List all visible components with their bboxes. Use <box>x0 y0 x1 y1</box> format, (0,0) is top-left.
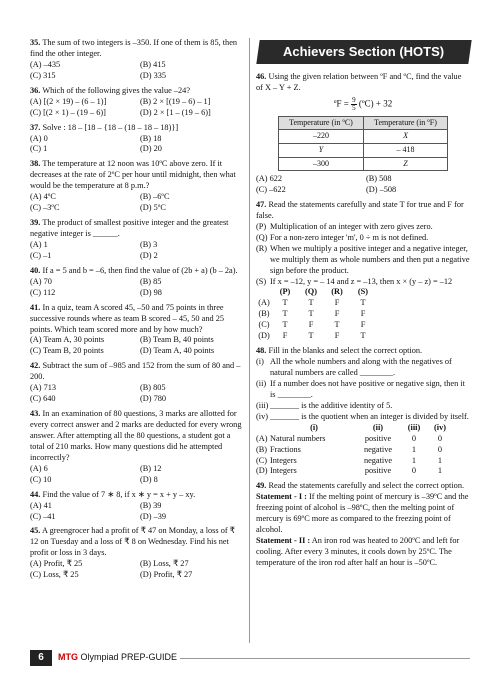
question-number: 45. <box>30 526 41 536</box>
formula-left: ºF = <box>333 98 349 109</box>
option[interactable]: (C) Loss, ₹ 25 <box>30 570 79 580</box>
question-text: Read the statements carefully and select the correct option. <box>268 481 465 491</box>
grid-cell: positive <box>364 433 392 443</box>
grid-cell: F <box>334 298 340 308</box>
grid-header: (R) <box>331 287 343 297</box>
grid-cell: Fractions <box>270 444 301 454</box>
question-number: 36. <box>30 85 41 95</box>
fraction-numerator: 9 <box>352 95 356 104</box>
options <box>30 97 244 119</box>
options <box>30 240 244 262</box>
option[interactable]: (C) [(2 × 1) – (19 – 6)] <box>30 107 106 117</box>
option[interactable]: (A) 622 <box>256 174 283 184</box>
statement-text: For a non-zero integer 'm', 0 ÷ m is not defined. <box>270 232 429 242</box>
grid-cell: T <box>308 331 314 341</box>
statement <box>256 412 470 423</box>
grid-cell: F <box>334 309 340 319</box>
answer-grid <box>256 423 470 478</box>
grid-cell: positive <box>364 466 392 476</box>
statement-label: (P) <box>256 221 267 231</box>
section-header <box>256 40 471 64</box>
option[interactable]: (D) –508 <box>366 185 397 194</box>
question-49 <box>256 481 470 569</box>
table-cell: –300 <box>279 157 364 171</box>
options <box>30 277 244 299</box>
table-header: Temperature (in ºC) <box>279 116 364 130</box>
grid-cell: 1 <box>437 466 443 476</box>
table-header: Temperature (in ºF) <box>364 116 448 130</box>
option[interactable]: (B) 39 <box>140 500 162 510</box>
footer-rule <box>180 658 470 659</box>
statement-text: _______ is the additive identity of 5. <box>270 400 393 410</box>
grid-header: (i) <box>310 422 318 432</box>
option[interactable]: (D) 5ºC <box>140 203 166 213</box>
question-text: Find the value of 7 ∗ 8, if x ∗ y = x + y – xy. <box>42 489 196 499</box>
grid-cell: 0 <box>437 444 443 454</box>
options <box>30 559 244 581</box>
left-column <box>30 38 244 585</box>
option[interactable]: (C) 640 <box>30 394 56 404</box>
question-text: Solve : 18 – [18 – {18 – (18 – 18 – 18)}] <box>42 122 179 132</box>
grid-header <box>256 423 270 434</box>
question-text: A greengrocer had a profit of ₹ 47 on Monday, a loss of ₹ 12 on Tuesday and a loss of ₹ 8 on Wednesday. Find his net profit or loss in 3 days. <box>30 526 235 558</box>
grid-cell: 0 <box>411 433 417 443</box>
option[interactable]: (C) 315 <box>30 70 56 80</box>
question-text: The sum of two integers is –350. If one of them is 85, then find the other integer. <box>30 38 238 58</box>
options <box>30 501 244 523</box>
option[interactable]: (B) 508 <box>366 174 392 184</box>
option[interactable]: (B) 415 <box>140 59 166 69</box>
option[interactable]: (B) 12 <box>140 463 162 473</box>
page-number: 6 <box>30 650 52 666</box>
grid-cell: T <box>282 320 288 330</box>
option-label[interactable]: (A) <box>258 298 270 308</box>
option[interactable]: (B) Loss, ₹ 27 <box>140 559 189 569</box>
question-number: 39. <box>30 218 41 228</box>
table-cell: Z <box>364 157 448 171</box>
option-label[interactable]: (D) <box>256 466 268 476</box>
statement-text: An iron rod was heated to 200ºC and left for cooling. After every 3 minutes, it cools down by 25ºC. The temperature of the iron rod after half an hour is –50ºC. <box>256 536 460 567</box>
question-text: Fill in the blanks and select the correct option. <box>268 346 423 356</box>
grid-cell: Integers <box>270 466 297 476</box>
table-cell: X <box>364 130 448 144</box>
grid-cell: F <box>360 320 366 330</box>
statement-label: Statement - I : <box>256 492 307 502</box>
options <box>30 464 244 486</box>
statement-label: (iv) <box>256 411 268 421</box>
option[interactable]: (B) Team B, 40 points <box>140 335 214 345</box>
question-40 <box>30 266 244 299</box>
option[interactable]: (D) 335 <box>140 70 167 80</box>
option[interactable]: (D) 780 <box>140 394 167 404</box>
brand-logo: MTG <box>58 652 78 662</box>
grid-cell: negative <box>363 444 393 454</box>
option[interactable]: (A) –435 <box>30 59 61 69</box>
grid-cell: 0 <box>411 466 417 476</box>
table-cell: – 418 <box>364 143 448 157</box>
table-cell: –220 <box>279 130 364 144</box>
option[interactable]: (A) 6 <box>30 463 48 473</box>
grid-cell: 1 <box>437 455 443 465</box>
option[interactable]: (C) –41 <box>30 511 56 521</box>
grid-cell: 1 <box>411 444 417 454</box>
conversion-table <box>278 116 448 171</box>
grid-header: (S) <box>357 287 369 297</box>
question-35 <box>30 38 244 82</box>
question-number: 48. <box>256 346 267 356</box>
option[interactable]: (D) Team A, 40 points <box>140 346 215 356</box>
grid-cell: F <box>308 320 314 330</box>
question-number: 37. <box>30 122 41 132</box>
option[interactable]: (D) 2 × [1 – (19 – 6)] <box>140 107 211 117</box>
formula <box>256 97 470 112</box>
question-number: 47. <box>256 199 267 209</box>
statement-2 <box>256 536 470 569</box>
question-number: 46. <box>256 72 267 81</box>
option[interactable]: (C) 10 <box>30 474 52 484</box>
options <box>30 192 244 214</box>
grid-cell: T <box>308 309 314 319</box>
option[interactable]: (A) Team A, 30 points <box>30 335 105 345</box>
footer <box>30 650 470 666</box>
option[interactable]: (C) –622 <box>256 185 286 194</box>
grid-cell: negative <box>363 455 393 465</box>
question-44 <box>30 490 244 523</box>
grid-cell: 0 <box>437 433 443 443</box>
options <box>256 174 470 196</box>
option[interactable]: (C) –3ºC <box>30 203 60 213</box>
question-number: 38. <box>30 159 41 169</box>
options <box>30 60 244 82</box>
question-42 <box>30 361 244 405</box>
option[interactable]: (A) 713 <box>30 383 57 393</box>
question-number: 44. <box>30 489 41 499</box>
question-text: In a quiz, team A scored 45, –50 and 75 points in three successive rounds where as team B scored – 45, 50 and 25 points. Which team scored more and by how much? <box>30 302 225 334</box>
statement-label: (iii) <box>256 400 269 410</box>
question-text: Using the given relation between ºF and ºC, find the value of X – Y + Z. <box>256 72 462 92</box>
option[interactable]: (D) –39 <box>140 511 167 521</box>
option[interactable]: (C) 112 <box>30 287 56 297</box>
statement-label: Statement - II : <box>256 536 311 546</box>
option-label[interactable]: (B) <box>256 444 268 454</box>
question-37 <box>30 123 244 156</box>
option[interactable]: (D) 20 <box>140 144 162 154</box>
option[interactable]: (B) 3 <box>140 239 158 249</box>
options <box>30 383 244 405</box>
statement-1 <box>256 492 470 536</box>
section-title: Achievers Section (HOTS) <box>283 44 445 59</box>
answer-grid <box>256 287 470 342</box>
option-label[interactable]: (B) <box>258 309 270 319</box>
option-label[interactable]: (C) <box>256 455 268 465</box>
question-41 <box>30 303 244 358</box>
table-cell: Y <box>279 143 364 157</box>
statement-text: Multiplication of an integer with zero gives zero. <box>270 221 433 231</box>
statement-text: If the melting point of mercury is –39ºC and the freezing point of alcohol is –98ºC, then the melting point of mercury is 69ºC more as compared to the freezing point of alcohol. <box>256 492 469 535</box>
fraction <box>351 97 357 112</box>
grid-cell: T <box>360 331 366 341</box>
question-number: 43. <box>30 409 41 419</box>
statement <box>256 244 470 277</box>
statement-label: (ii) <box>256 378 267 388</box>
question-text: In an examination of 80 questions, 3 marks are allotted for every correct answer and 2 marks are deducted for every wrong answer. After attempting all the 80 questions, a student got a total of 210 marks. How many questions did he attempted incorrectly? <box>30 409 242 462</box>
grid-cell: F <box>282 331 288 341</box>
question-text: The product of smallest positive integer and the greatest negative integer is ______. <box>30 218 229 238</box>
statement-label: (S) <box>256 276 267 286</box>
footer-title: Olympiad PREP-GUIDE <box>80 652 178 662</box>
option[interactable]: (B) 18 <box>140 133 162 143</box>
option[interactable]: (D) 8 <box>140 474 158 484</box>
statement-text: When we multiply a positive integer and a negative integer, we multiply them as whole numbers and then put a negative sign before the product. <box>270 243 470 275</box>
grid-header: (iii) <box>407 422 421 432</box>
formula-right: (ºC) + 32 <box>358 98 393 109</box>
question-38 <box>30 159 244 214</box>
statement <box>256 233 470 244</box>
question-48 <box>256 346 470 477</box>
question-43 <box>30 409 244 486</box>
question-36 <box>30 86 244 119</box>
option[interactable]: (C) 1 <box>30 144 48 154</box>
question-number: 40. <box>30 265 41 275</box>
column-divider <box>249 38 250 643</box>
grid-cell: 1 <box>411 455 417 465</box>
grid-header: (Q) <box>305 287 317 297</box>
footer-brand <box>58 652 177 664</box>
statement-label: (Q) <box>256 232 268 242</box>
question-number: 49. <box>256 481 267 491</box>
question-45 <box>30 526 244 581</box>
right-column <box>256 72 470 573</box>
statement <box>256 379 470 401</box>
options <box>30 134 244 156</box>
question-text: Which of the following gives the value –24? <box>42 85 191 95</box>
question-39 <box>30 218 244 262</box>
option[interactable]: (B) –6ºC <box>140 192 170 202</box>
option[interactable]: (C) Team B, 20 points <box>30 346 104 356</box>
grid-cell: T <box>282 309 288 319</box>
question-47 <box>256 200 470 342</box>
option[interactable]: (B) 805 <box>140 383 166 393</box>
option[interactable]: (C) –1 <box>30 250 52 260</box>
grid-header <box>256 287 272 298</box>
option[interactable]: (A) 4ºC <box>30 192 56 202</box>
option[interactable]: (A) [(2 × 19) – (6 – 1)] <box>30 96 107 106</box>
question-text: Read the statements carefully and state T for true and F for false. <box>256 199 464 220</box>
statement-text: All the whole numbers and along with the negatives of natural numbers are called ________. <box>270 357 452 377</box>
statement-label: (i) <box>256 357 264 367</box>
option[interactable]: (A) 1 <box>30 239 48 249</box>
statement-text: If a number does not have positive or negative sign, then it is ________. <box>270 378 465 399</box>
option[interactable]: (B) 2 × [(19 – 6) – 1] <box>140 96 211 106</box>
statement-text: _______ is the quotient when an integer is divided by itself. <box>270 411 469 421</box>
grid-cell: T <box>334 320 340 330</box>
option-label[interactable]: (D) <box>258 331 270 341</box>
question-number: 42. <box>30 361 41 371</box>
statement <box>256 277 470 288</box>
question-number: 35. <box>30 38 41 47</box>
options <box>30 335 244 357</box>
grid-cell: F <box>360 309 366 319</box>
statement <box>256 357 470 379</box>
grid-cell: Integers <box>270 455 297 465</box>
grid-header: (P) <box>279 287 291 297</box>
question-46 <box>256 72 470 196</box>
grid-cell: T <box>360 298 366 308</box>
statement-text: If x = –12, y = – 14 and z = –13, then x × (y – z) = –12 <box>270 276 453 286</box>
fraction-denominator: 5 <box>352 103 356 112</box>
option[interactable]: (B) 85 <box>140 276 162 286</box>
grid-cell: T <box>308 298 314 308</box>
statement <box>256 401 470 412</box>
question-text: If a = 5 and b = –6, then find the value of (2b + a) (b – 2a). <box>42 265 238 275</box>
option[interactable]: (A) 0 <box>30 133 48 143</box>
option[interactable]: (D) Profit, ₹ 27 <box>140 570 193 580</box>
statement-label: (R) <box>256 243 268 253</box>
statement <box>256 222 470 233</box>
question-text: The temperature at 12 noon was 10ºC above zero. If it decreases at the rate of 2ºC per hour until midnight, then what would be the temperature at 8 p.m.? <box>30 159 236 191</box>
option-label[interactable]: (C) <box>258 320 270 330</box>
option[interactable]: (D) 2 <box>140 250 158 260</box>
grid-cell: F <box>334 331 340 341</box>
option[interactable]: (A) 41 <box>30 500 52 510</box>
question-text: Subtract the sum of –985 and 152 from the sum of 80 and –200. <box>30 361 241 382</box>
question-number: 41. <box>30 302 41 312</box>
option[interactable]: (A) Profit, ₹ 25 <box>30 559 83 569</box>
grid-header: (ii) <box>372 422 384 432</box>
option[interactable]: (A) 70 <box>30 276 52 286</box>
option[interactable]: (D) 98 <box>140 287 162 297</box>
option-label[interactable]: (A) <box>256 433 268 443</box>
grid-cell: T <box>282 298 288 308</box>
grid-cell: Natural numbers <box>270 433 326 443</box>
grid-header: (iv) <box>434 422 446 432</box>
